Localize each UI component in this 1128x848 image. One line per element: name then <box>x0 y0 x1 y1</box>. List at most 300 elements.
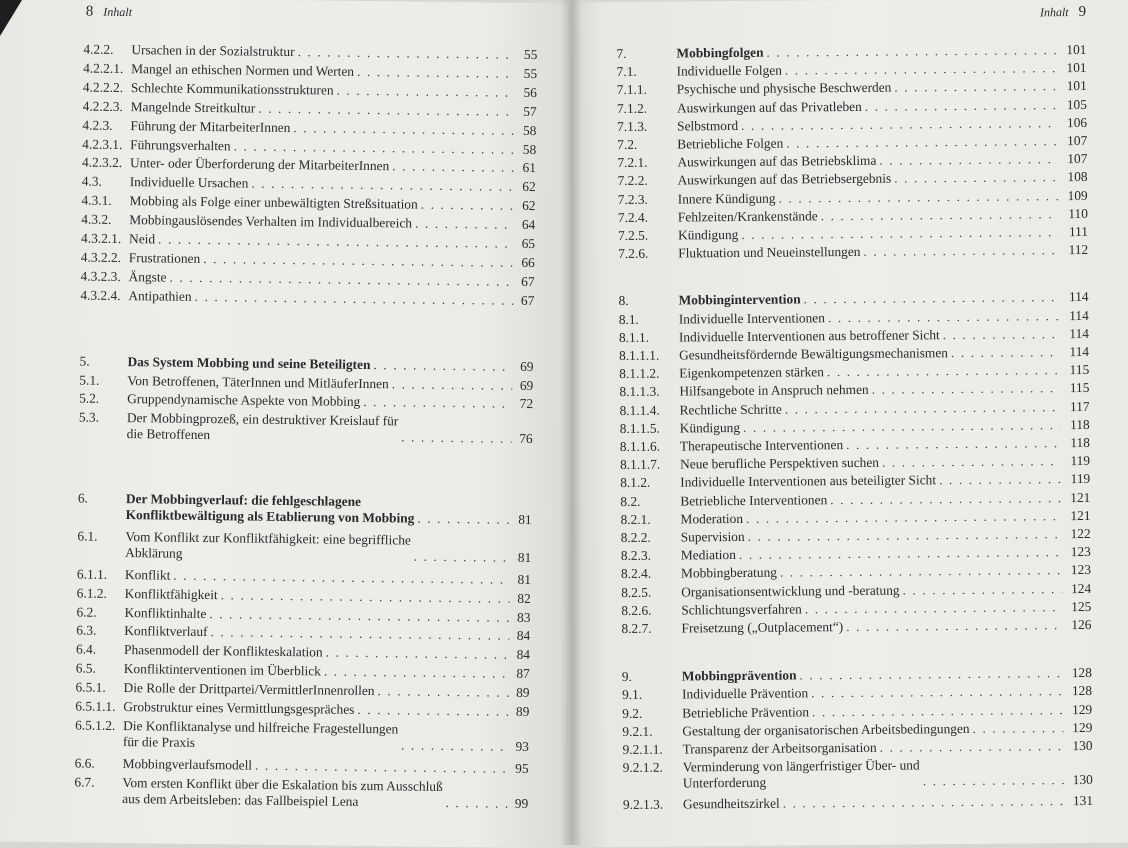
toc-entry-number: 6.2. <box>76 603 97 620</box>
toc-entry-number: 6.3. <box>76 622 97 639</box>
toc-entry-title <box>129 250 201 267</box>
leader-dots <box>210 624 509 644</box>
leader-dots <box>785 60 1058 78</box>
left-page-header <box>86 4 132 22</box>
toc-entry-page: 82 <box>517 590 531 606</box>
toc-entry-number: 8.2.5. <box>621 584 652 600</box>
toc-entry-page: 65 <box>521 235 536 252</box>
toc-entry-title-line: Transparenz der Arbeitsorganisation <box>682 739 877 757</box>
leader-dots <box>234 138 516 157</box>
toc-entry <box>617 151 1087 171</box>
toc-entry-page: 122 <box>1070 525 1091 542</box>
toc-entry-page: 107 <box>1067 132 1088 149</box>
toc-entry-title <box>676 45 763 62</box>
toc-entry-title-line: Mangelnde Streitkultur <box>130 98 256 116</box>
toc-entry-number: 4.2.2. <box>83 41 114 57</box>
toc-entry <box>618 206 1088 226</box>
leader-dots <box>783 793 1064 811</box>
toc-entry-title-line: Innere Kündigung <box>677 190 776 207</box>
toc-entry-title-line: Verminderung von längerfristiger Über- und <box>682 757 920 775</box>
toc-entry-page: 110 <box>1068 205 1088 221</box>
toc-entry-page: 69 <box>519 377 534 393</box>
toc-entry <box>619 289 1089 309</box>
toc-entry-page: 114 <box>1068 289 1089 305</box>
toc-entry-title-line: Mobbingintervention <box>678 291 801 308</box>
toc-entry <box>617 60 1087 80</box>
toc-entry-title-line: Ängste <box>128 268 167 285</box>
toc-entry-title-line: Unterforderung <box>682 774 767 791</box>
toc-entry <box>81 212 535 234</box>
toc-entry-title <box>130 155 389 174</box>
toc-entry <box>81 268 535 290</box>
toc-entry-number: 7.2.5. <box>617 227 649 244</box>
toc-entry-title <box>131 42 294 60</box>
leader-dots <box>894 170 1059 187</box>
toc-entry-title-line: Führung der MitarbeiterInnen <box>130 117 291 135</box>
toc-entry-title <box>683 795 780 812</box>
toc-entry-title <box>679 345 948 363</box>
toc-entry-number: 5.2. <box>79 390 100 407</box>
toc-entry-title <box>680 401 782 418</box>
toc-entry-number: 6.1. <box>77 528 98 544</box>
toc-entry-title-line: aus dem Arbeitsleben: das Fallbeispiel Lena <box>122 790 359 809</box>
toc-entry-title <box>680 420 740 437</box>
toc-entry-title <box>681 619 843 636</box>
leader-dots <box>863 242 1059 260</box>
toc-entry-title <box>677 153 876 171</box>
toc-entry-page: 124 <box>1070 580 1092 596</box>
toc-entry-page: 106 <box>1066 114 1088 130</box>
toc-entry-number: 5.3. <box>78 409 100 426</box>
leader-dots <box>894 79 1058 96</box>
toc-entry-page: 62 <box>522 179 536 195</box>
toc-entry-title-line: Abklärung <box>125 544 183 561</box>
toc-entry-number: 4.2.3.1. <box>82 136 123 152</box>
toc-entry <box>621 544 1091 564</box>
leader-dots <box>748 526 1062 545</box>
toc-entry-page: 67 <box>520 292 535 308</box>
toc-entry-title <box>681 547 736 563</box>
toc-entry-number: 7.1.3. <box>617 118 648 134</box>
leader-dots <box>203 251 514 271</box>
toc-entry <box>75 680 529 702</box>
toc-entry <box>622 738 1092 758</box>
toc-entry-title <box>680 473 936 491</box>
leader-dots <box>255 757 508 776</box>
right-page-number: 9 <box>1078 3 1087 20</box>
toc-entry <box>620 417 1090 437</box>
toc-entry-number: 8.1.1.2. <box>619 365 660 382</box>
toc-entry-title <box>682 721 969 740</box>
leader-dots <box>173 567 510 587</box>
toc-entry-title <box>681 601 802 618</box>
toc-entry-number: 8.1.2. <box>620 475 651 491</box>
toc-entry-title-line: Gestaltung der organisatorischen Arbeitsbedingungen <box>682 720 970 739</box>
leader-dots <box>401 430 512 447</box>
toc-entry-title <box>129 212 412 231</box>
toc-entry <box>75 698 529 720</box>
toc-entry <box>621 617 1091 637</box>
toc-entry-page: 101 <box>1066 41 1087 58</box>
toc-entry-number: 8.2.2. <box>620 529 651 546</box>
leader-dots <box>741 224 1059 243</box>
leader-dots <box>158 231 514 251</box>
leader-dots <box>336 82 515 100</box>
toc-entry-page: 128 <box>1071 683 1093 699</box>
toc-entry-number: 4.3.2.4. <box>80 287 121 303</box>
leader-dots <box>943 326 1060 343</box>
toc-entry-title-line: Schlichtungsverfahren <box>681 601 802 618</box>
toc-entry-page: 84 <box>516 628 531 644</box>
toc-entry-title <box>680 492 827 509</box>
toc-entry-page: 119 <box>1070 471 1091 487</box>
toc-entry-title-line: Unter- oder Überforderung der MitarbeiterInnen <box>129 155 390 174</box>
toc-entry <box>77 585 531 607</box>
leader-dots <box>743 417 1061 436</box>
toc-entry <box>618 169 1088 189</box>
toc-entry-title <box>129 269 167 285</box>
toc-entry-number: 9.1. <box>621 687 643 703</box>
toc-entry-page: 115 <box>1069 362 1090 378</box>
toc-entry-title <box>677 80 892 98</box>
toc-entry <box>79 410 533 448</box>
toc-entry-title <box>128 288 191 305</box>
leader-dots <box>880 738 1064 756</box>
toc-entry-page: 89 <box>515 703 530 720</box>
toc-entry <box>618 224 1088 244</box>
toc-entry-page: 93 <box>515 738 529 754</box>
toc-entry-title-line: Mobbing als Folge einer unbewältigten Streßsituation <box>129 193 418 212</box>
toc-entry <box>79 353 533 375</box>
toc-entry-title-line: Frustrationen <box>128 249 201 266</box>
toc-entry-number: 5.1. <box>79 371 100 388</box>
toc-entry-number: 8.2.3. <box>620 547 652 564</box>
toc-entry <box>621 526 1091 546</box>
toc-entry-page: 108 <box>1067 169 1088 185</box>
toc-entry <box>617 78 1087 98</box>
leader-dots <box>363 394 512 412</box>
toc-entry-title-line: Individuelle Prävention <box>681 685 809 702</box>
toc-entry-page: 101 <box>1066 60 1087 76</box>
toc-entry-number: 7.1. <box>616 64 637 80</box>
toc-entry <box>82 117 536 139</box>
toc-entry-title <box>677 118 738 135</box>
toc-entry-title-line: Der Mobbingprozeß, ein destruktiver Kreislauf für <box>126 410 399 429</box>
toc-entry-title-line: Schlechte Kommunikationsstrukturen <box>130 79 334 98</box>
toc-entry-title-line: Selbstmord <box>677 117 739 134</box>
toc-entry-number: 4.3.2.3. <box>80 268 121 284</box>
toc-entry-title-line: Betriebliche Interventionen <box>680 491 828 509</box>
toc-entry <box>82 136 536 158</box>
dark-corner <box>0 0 22 36</box>
toc-entry-title-line: Individuelle Interventionen <box>678 309 825 327</box>
toc-entry-title <box>129 193 417 213</box>
toc-entry-page: 83 <box>516 609 531 625</box>
toc-entry-page: 69 <box>520 358 534 374</box>
toc-entry-number: 7.2.4. <box>617 209 649 225</box>
toc-entry-title-line: Fluktuation und Neueinstellungen <box>678 244 861 261</box>
leader-dots <box>872 381 1061 399</box>
toc-entry-title-line: Grobstruktur eines Vermittlungsgespräches <box>123 699 355 717</box>
toc-entry-title <box>681 529 745 546</box>
toc-entry-title-line: Mobbingverlaufsmodell <box>122 755 253 773</box>
toc-entry-number: 6.7. <box>74 774 95 790</box>
leader-dots <box>445 795 507 812</box>
leader-dots <box>298 44 517 63</box>
toc-entry <box>76 623 530 645</box>
toc-entry-title-line: Gruppendynamische Aspekte von Mobbing <box>127 391 361 410</box>
toc-entry-title-line: Individuelle Folgen <box>676 62 782 79</box>
leader-dots <box>392 376 513 393</box>
toc-entry-title-line: Fehlzeiten/Krankenstände <box>677 208 818 225</box>
leader-dots <box>785 399 1061 417</box>
toc-entry <box>82 174 536 196</box>
toc-entry <box>619 380 1089 400</box>
toc-entry-page: 130 <box>1072 772 1093 788</box>
toc-entry-title-line: Antipathien <box>128 287 192 304</box>
leader-dots <box>324 664 509 682</box>
toc-entry-page: 101 <box>1066 78 1087 94</box>
toc-entry-title <box>123 680 374 699</box>
toc-entry-number: 7.2.1. <box>617 154 648 171</box>
toc-entry-title <box>682 686 808 703</box>
toc-entry <box>78 491 532 529</box>
toc-entry-number: 6.6. <box>74 755 95 771</box>
toc-entry-page: 125 <box>1071 598 1092 614</box>
toc-entry-title-line: Betriebliche Prävention <box>682 703 810 721</box>
toc-entry <box>618 242 1088 262</box>
toc-entry-page: 84 <box>516 647 531 663</box>
toc-entry-page: 130 <box>1072 737 1093 754</box>
toc-entry-title-line: Auswirkungen auf das Betriebsergebnis <box>677 171 892 188</box>
toc-entry-number: 4.3. <box>81 173 102 190</box>
toc-entry-page: 81 <box>517 571 532 587</box>
toc-entry-number: 9.2.1. <box>622 723 653 739</box>
toc-entry-title-line: Die Konfliktanalyse und hilfreiche Fragestellungen <box>123 717 399 737</box>
toc-entry-number: 6.1.1. <box>76 566 108 582</box>
leader-dots <box>778 188 1058 206</box>
toc-entry-number: 8.1.1.3. <box>619 384 660 400</box>
toc-entry-number: 7.1.2. <box>616 100 648 116</box>
toc-entry-title-line: Führungsverhalten <box>130 136 231 153</box>
leader-dots <box>811 684 1063 702</box>
toc-entry <box>623 756 1093 792</box>
toc-entry-title-line: Vom ersten Konflikt über die Eskalation bis zum Ausschluß <box>122 774 443 794</box>
toc-entry-title <box>680 437 843 454</box>
toc-entry-page: 109 <box>1067 187 1088 203</box>
toc-entry <box>83 79 537 101</box>
toc-entry-page: 105 <box>1066 96 1087 112</box>
toc-entry-page: 56 <box>523 84 537 100</box>
leader-dots <box>882 453 1061 471</box>
toc-entry-title <box>125 567 171 584</box>
toc-entry-number: 8.2.4. <box>620 566 652 582</box>
toc-entry-title-line: Phasenmodell der Konflikteskalation <box>123 642 323 660</box>
leader-dots <box>739 544 1062 563</box>
leader-dots <box>846 617 1062 635</box>
toc-entry-title-line: Eigenkompetenzen stärken <box>679 364 824 381</box>
toc-entry <box>622 665 1092 685</box>
toc-entry-page: 114 <box>1069 325 1089 341</box>
toc-entry-number: 6.5.1. <box>75 679 106 695</box>
toc-entry-title-line: Von Betroffenen, TäterInnen und MitläuferInnen <box>127 372 389 391</box>
leader-dots <box>373 357 512 375</box>
leader-dots <box>846 435 1061 453</box>
toc-entry-number: 8.1.1.7. <box>619 456 661 473</box>
toc-entry-title-line: Freisetzung („Outplacement“) <box>681 619 844 636</box>
toc-entry-title-line: Mobbingberatung <box>680 565 778 581</box>
leader-dots <box>951 344 1060 361</box>
toc-entry-title-line: Neid <box>128 231 156 247</box>
leader-dots <box>401 737 508 754</box>
leader-dots <box>812 702 1063 720</box>
toc-entry-page: 117 <box>1069 398 1090 414</box>
toc-entry-title <box>122 775 443 811</box>
toc-entry-number: 8.1.1. <box>618 329 650 345</box>
toc-entry-title <box>124 623 207 640</box>
toc-entry-number: 8.1.1.6. <box>619 438 661 455</box>
toc-entry-number: 9.2. <box>622 705 643 721</box>
toc-entry <box>83 60 537 82</box>
leader-dots <box>421 197 515 214</box>
toc-entry-title <box>677 98 862 116</box>
toc-entry-number: 8.2. <box>620 493 641 509</box>
toc-entry-title <box>678 227 738 244</box>
toc-entry-title-line: Auswirkungen auf das Betriebsklima <box>677 152 877 170</box>
leader-dots <box>939 472 1061 489</box>
toc-entry-title <box>123 699 354 718</box>
leader-dots <box>357 64 516 82</box>
toc-entry <box>620 471 1090 491</box>
toc-entry-number: 4.3.2. <box>81 211 112 227</box>
toc-entry <box>622 720 1092 740</box>
toc-entry-number: 7. <box>616 45 627 62</box>
toc-entry-title <box>677 63 782 80</box>
toc-entry-page: 89 <box>516 684 530 701</box>
toc-entry-number: 6. <box>77 490 89 506</box>
leader-dots <box>746 508 1062 527</box>
toc-entry-number: 8.1.1.1. <box>619 347 660 364</box>
toc-entry <box>619 362 1089 382</box>
toc-entry-number: 4.2.2.1. <box>83 60 124 76</box>
toc-entry-title <box>130 137 231 154</box>
toc-entry-title-line: Konflikt <box>124 566 171 583</box>
toc-entry-title <box>678 171 892 189</box>
toc-entry-number: 8.1.1.5. <box>619 420 660 436</box>
toc-entry-number: 6.5.1.2. <box>75 717 116 733</box>
toc-entry <box>621 562 1091 582</box>
toc-entry-title <box>680 455 879 473</box>
toc-entry-page: 114 <box>1069 343 1090 360</box>
toc-entry-title <box>131 61 354 80</box>
toc-entry-title <box>679 310 825 327</box>
leader-dots <box>326 645 510 663</box>
toc-entry-number: 4.2.3. <box>82 117 113 133</box>
toc-entry <box>618 188 1088 208</box>
toc-entry <box>620 489 1090 509</box>
leader-dots <box>804 290 1060 308</box>
toc-entry-page: 66 <box>521 254 535 270</box>
toc-entry-title-line: Moderation <box>680 510 744 527</box>
toc-entry-title <box>125 586 218 603</box>
toc-entry <box>76 661 530 683</box>
toc-entry-title-line: Individuelle Ursachen <box>129 174 249 191</box>
leader-dots <box>414 548 511 565</box>
toc-entry-title-line: Konfliktfähigkeit <box>124 585 218 602</box>
toc-entry <box>620 435 1090 455</box>
toc-entry-number: 6.4. <box>75 641 97 658</box>
toc-entry-number: 4.2.2.2. <box>82 79 124 95</box>
toc-entry-title <box>126 491 415 527</box>
toc-entry <box>621 580 1091 600</box>
toc-entry-title-line: Neue berufliche Perspektiven suchen <box>679 454 880 472</box>
leader-dots <box>879 151 1058 169</box>
leader-dots <box>251 176 515 195</box>
toc-entry-title <box>680 511 743 528</box>
toc-entry-title-line: Gesundheitsfördernde Bewältigungsmechanismen <box>679 345 949 363</box>
toc-entry-number: 7.2.3. <box>617 191 648 207</box>
leader-dots <box>741 115 1058 134</box>
toc-entry-page: 58 <box>522 141 537 157</box>
toc-entry-page: 107 <box>1067 151 1088 167</box>
toc-entry <box>76 642 530 664</box>
toc-entry <box>83 42 537 64</box>
toc-entry-title <box>683 758 920 792</box>
leader-dots <box>766 42 1057 61</box>
left-page-number: 8 <box>85 3 94 20</box>
toc-entry <box>619 326 1089 346</box>
toc-entry-page: 64 <box>521 216 536 233</box>
toc-entry-page: 129 <box>1072 701 1093 717</box>
toc-entry-title-line: Mobbingauslösendes Verhalten im Individualbereich <box>129 212 413 231</box>
toc-entry-page: 72 <box>519 396 534 412</box>
toc-entry-page: 67 <box>521 273 535 289</box>
toc-entry-number: 4.3.1. <box>81 192 112 209</box>
toc-entry <box>617 115 1087 135</box>
toc-entry-title-line: Gesundheitszirkel <box>682 795 780 812</box>
toc-entry-title <box>124 642 323 660</box>
toc-entry-number: 7.2. <box>617 136 638 153</box>
toc-entry-page: 128 <box>1071 665 1092 681</box>
toc-entry-title <box>123 756 253 774</box>
toc-entry-title-line: Rechtliche Schritte <box>679 401 782 418</box>
leader-dots <box>786 133 1058 151</box>
toc-entry-title-line: die Betroffenen <box>126 426 211 443</box>
toc-entry-title <box>124 605 206 622</box>
toc-entry <box>80 287 534 309</box>
toc-entry-page: 62 <box>522 198 536 214</box>
toc-entry <box>617 133 1087 153</box>
leader-dots <box>973 720 1064 737</box>
leader-dots <box>417 511 510 528</box>
leader-dots <box>392 159 515 176</box>
toc-entry-page: 55 <box>523 46 538 63</box>
toc-entry <box>620 399 1090 419</box>
toc-entry-title-line: Therapeutische Interventionen <box>679 437 844 454</box>
toc-entry-title-line: Konfliktbewältigung als Etablierung von Mobbing <box>125 507 415 526</box>
toc-entry <box>76 604 530 626</box>
toc-entry-number: 9.2.1.2. <box>622 759 663 776</box>
toc-entry-number: 6.1.2. <box>76 585 107 601</box>
leader-dots <box>415 216 514 233</box>
toc-entry-number: 8. <box>618 293 629 309</box>
toc-entry-title-line: Kündigung <box>677 226 739 243</box>
toc-entry-page: 81 <box>518 511 532 528</box>
toc-entry-number: 4.3.2.2. <box>80 249 122 265</box>
toc-entry <box>74 774 528 812</box>
toc-entry-title <box>127 410 399 445</box>
toc-entry <box>622 701 1092 721</box>
